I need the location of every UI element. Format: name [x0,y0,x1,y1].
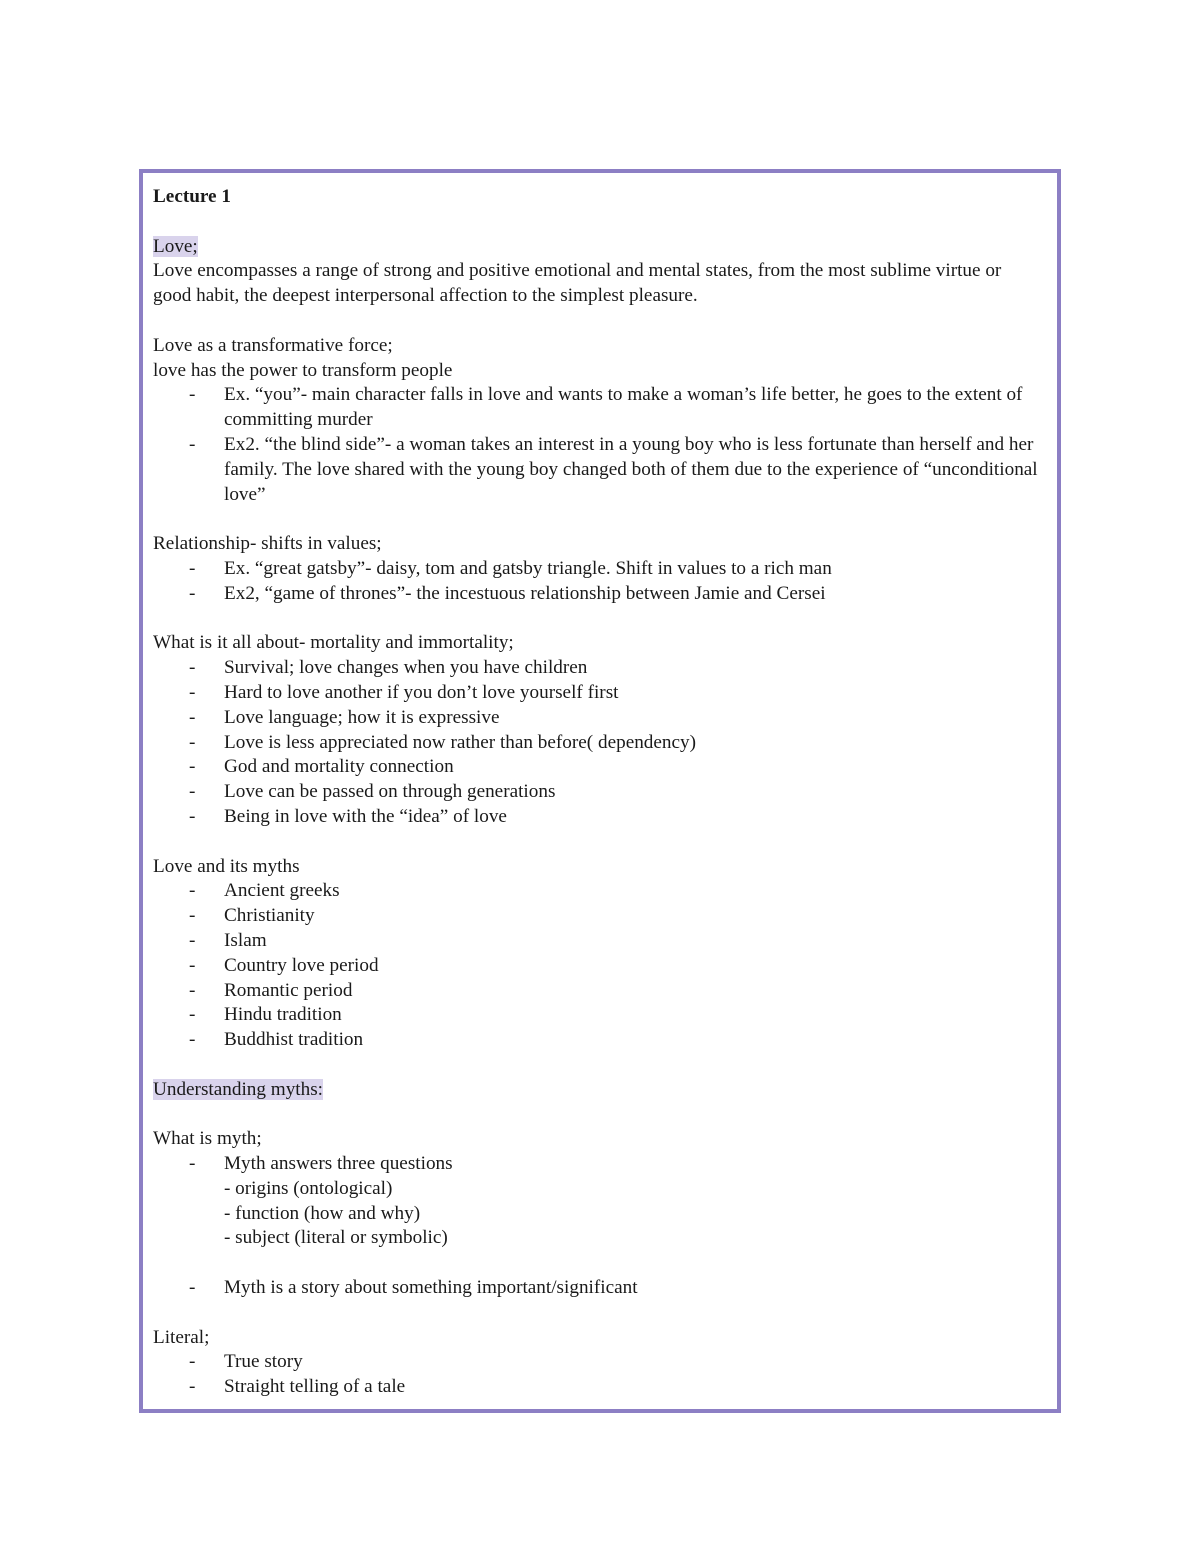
spacer [153,1251,1043,1276]
spacer [153,210,1043,235]
list-item: - Ex2. “the blind side”- a woman takes an interest in a young boy who is less fortunate than herself and her family. The love shared with the young boy changed both of them due to the experience of “unconditional love” [153,433,1043,507]
list-item: - Ex. “great gatsby”- daisy, tom and gatsby triangle. Shift in values to a rich man [153,557,1043,582]
lecture-title: Lecture 1 [153,186,231,207]
what-is-myth-list [153,1152,1043,1177]
what-is-myth-heading: What is myth; [153,1128,262,1150]
myths-list [153,879,1043,1053]
spacer [153,507,1043,532]
list-item: - Ex2, “game of thrones”- the incestuous relationship between Jamie and Cersei [153,582,1043,607]
understanding-myths-highlight: Understanding myths: [153,1078,324,1100]
literal-list [153,1350,1043,1400]
spacer [153,309,1043,334]
myths-heading: Love and its myths [153,855,300,877]
understanding-myths-heading [153,1078,1043,1103]
literal-heading: Literal; [153,1326,210,1348]
list-item: - God and mortality connection [153,755,1043,780]
list-item: - Hard to love another if you don’t love yourself first [153,681,1043,706]
transformative-subheading: love has the power to transform people [153,359,453,381]
love-heading-highlight: Love; [153,235,198,257]
mortality-heading: What is it all about- mortality and immortality; [153,632,514,654]
list-item: - Buddhist tradition [153,1028,1043,1053]
list-item: - Straight telling of a tale [153,1375,1043,1400]
list-item: - Hindu tradition [153,1003,1043,1028]
sub-item: - origins (ontological) [224,1177,393,1199]
list-item: - Survival; love changes when you have children [153,656,1043,681]
mortality-list [153,656,1043,830]
list-item: - Romantic period [153,979,1043,1004]
love-heading [153,235,1043,260]
list-item: - True story [153,1350,1043,1375]
sub-item: - function (how and why) [224,1202,421,1224]
list-item: - Love language; how it is expressive [153,706,1043,731]
spacer [153,1301,1043,1326]
spacer [153,1053,1043,1078]
list-item: - Christianity [153,904,1043,929]
sub-item: - subject (literal or symbolic) [224,1227,448,1249]
list-item: - Love is less appreciated now rather than before( dependency) [153,731,1043,756]
list-item: - Ancient greeks [153,879,1043,904]
list-item: - Myth is a story about something important/significant [153,1276,1043,1301]
list-item: - Myth answers three questions [153,1152,1043,1177]
list-item: - Love can be passed on through generations [153,780,1043,805]
spacer [153,607,1043,632]
relationship-heading: Relationship- shifts in values; [153,533,382,555]
spacer [153,1102,1043,1127]
spacer [153,830,1043,855]
list-item: - Being in love with the “idea” of love [153,805,1043,830]
transformative-heading: Love as a transformative force; [153,334,393,356]
page-frame [139,169,1061,1413]
list-item: - Ex. “you”- main character falls in love and wants to make a woman’s life better, he goes to the extent of committing murder [153,383,1043,433]
relationship-list [153,557,1043,607]
what-is-myth-list-2 [153,1276,1043,1301]
love-definition: Love encompasses a range of strong and positive emotional and mental states, from the most sublime virtue or good habit, the deepest interpersonal affection to the simplest pleasure. [153,260,1002,307]
transformative-list [153,383,1043,507]
document-content [153,185,1043,1400]
list-item: - Country love period [153,954,1043,979]
list-item: - Islam [153,929,1043,954]
